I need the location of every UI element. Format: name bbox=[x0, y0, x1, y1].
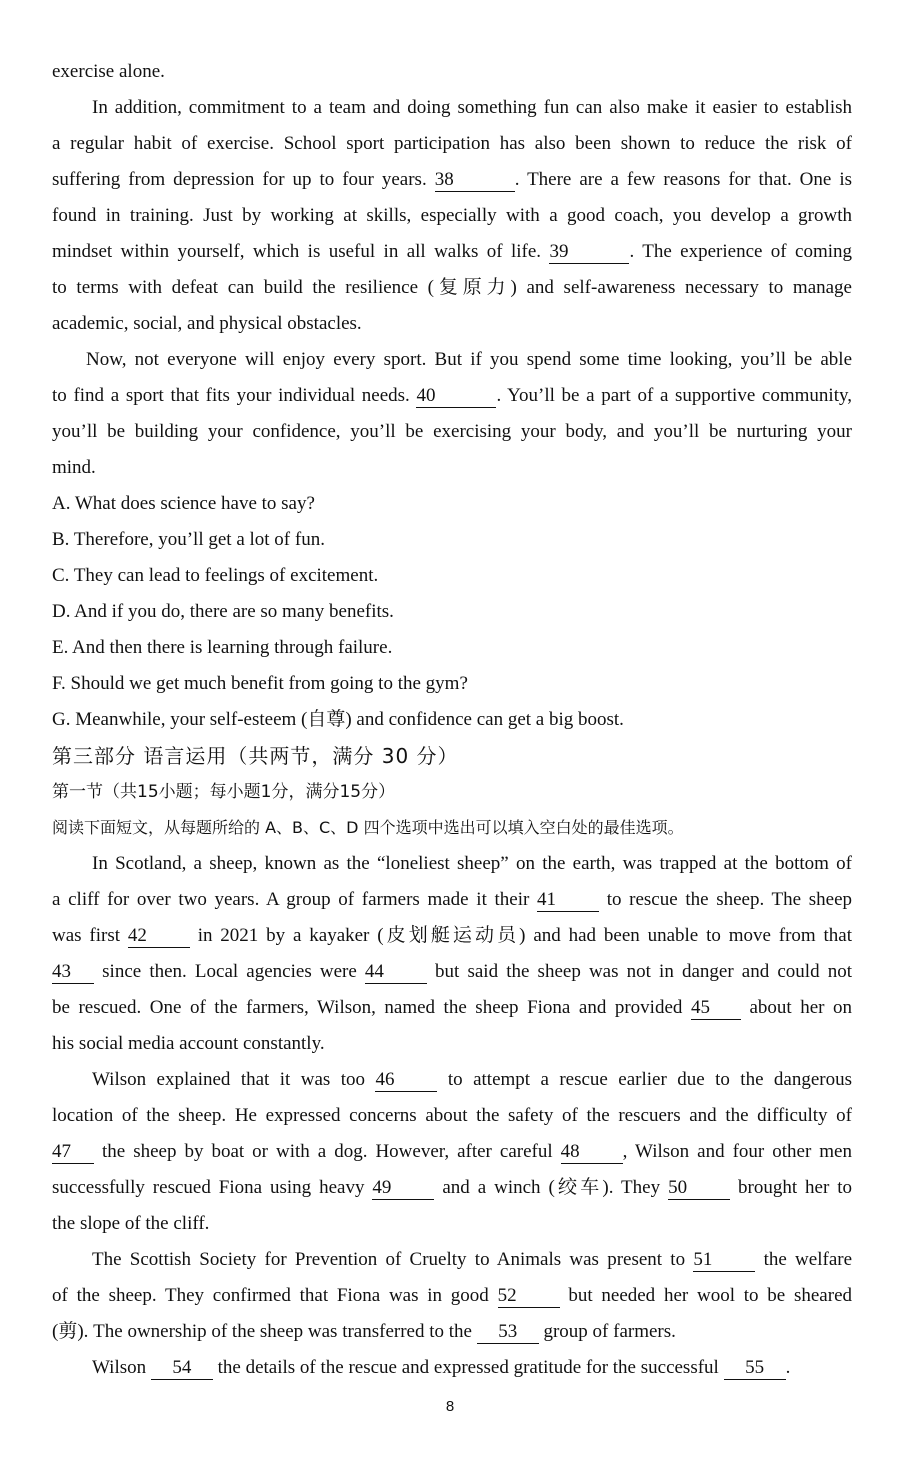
text: Now, not everyone will enjoy every sport. But if you spend some time looking, you’ll be able bbox=[86, 349, 852, 370]
text: In Scotland, a sheep, known as the “loneliest sheep” on the earth, was trapped at the bottom of bbox=[92, 853, 852, 874]
text: about her on bbox=[749, 997, 852, 1018]
answer-blank[interactable]: 41 bbox=[537, 890, 599, 912]
answer-blank[interactable]: 45 bbox=[691, 998, 741, 1020]
passage-line bbox=[52, 90, 852, 126]
text: . bbox=[785, 1357, 791, 1378]
text: location of the sheep. He expressed concerns about the safety of the rescuers and the difficulty of bbox=[52, 1105, 852, 1126]
text: you’ll be building your confidence, you’ll be exercising your body, and you’ll be nurturing your bbox=[52, 421, 852, 442]
text: , Wilson and four other men bbox=[622, 1141, 852, 1162]
text: the details of the rescue and expressed gratitude for the successful bbox=[217, 1357, 719, 1378]
answer-blank[interactable]: 53 bbox=[477, 1322, 539, 1344]
answer-blank[interactable]: 39 bbox=[549, 242, 629, 264]
answer-blank[interactable]: 54 bbox=[151, 1358, 213, 1380]
passage-line bbox=[52, 1242, 852, 1278]
option-a: A. What does science have to say? bbox=[52, 493, 315, 514]
text: mindset within yourself, which is useful in all walks of life. bbox=[52, 241, 542, 262]
answer-blank[interactable]: 43 bbox=[52, 962, 94, 984]
answer-blank[interactable]: 40 bbox=[416, 386, 496, 408]
text: his social media account constantly. bbox=[52, 1033, 325, 1054]
passage-line bbox=[52, 234, 852, 270]
page-number: 8 bbox=[445, 1398, 455, 1415]
passage-line bbox=[52, 414, 852, 450]
answer-blank[interactable]: 51 bbox=[693, 1250, 755, 1272]
text: to terms with defeat can build the resilience (复原力) and self-awareness necessary to manage bbox=[52, 277, 852, 298]
section-heading: 第三部分 语言运用（共两节，满分 30 分） bbox=[52, 744, 459, 768]
answer-blank[interactable]: 46 bbox=[375, 1070, 437, 1092]
text: but said the sheep was not in danger and could not bbox=[435, 961, 852, 982]
answer-blank[interactable]: 48 bbox=[561, 1142, 623, 1164]
text: to attempt a rescue earlier due to the dangerous bbox=[447, 1069, 853, 1090]
passage-line bbox=[52, 378, 852, 414]
text: the sheep by boat or with a dog. However, after careful bbox=[102, 1141, 553, 1162]
passage-line bbox=[52, 1134, 852, 1170]
text: since then. Local agencies were bbox=[102, 961, 357, 982]
text: The Scottish Society for Prevention of Cruelty to Animals was present to bbox=[92, 1249, 686, 1270]
passage-line bbox=[52, 846, 852, 882]
option-c: C. They can lead to feelings of excitement. bbox=[52, 565, 379, 586]
text: (剪). The ownership of the sheep was transferred to the bbox=[52, 1321, 472, 1342]
passage-line bbox=[52, 882, 852, 918]
text: . There are a few reasons for that. One is bbox=[514, 169, 852, 190]
text: was first bbox=[52, 925, 120, 946]
passage-line bbox=[52, 1062, 852, 1098]
exam-page bbox=[52, 54, 852, 1386]
text: . The experience of coming bbox=[629, 241, 853, 262]
section-subheading: 第一节（共15小题；每小题1分，满分15分） bbox=[52, 782, 396, 802]
option-b: B. Therefore, you’ll get a lot of fun. bbox=[52, 529, 325, 550]
passage-line bbox=[52, 270, 852, 306]
answer-blank[interactable]: 49 bbox=[372, 1178, 434, 1200]
text: . You’ll be a part of a supportive community, bbox=[496, 385, 852, 406]
passage-line bbox=[52, 450, 852, 486]
text: Wilson explained that it was too bbox=[92, 1069, 365, 1090]
text: be rescued. One of the farmers, Wilson, named the sheep Fiona and provided bbox=[52, 997, 683, 1018]
passage-line bbox=[52, 1026, 852, 1062]
answer-blank[interactable]: 42 bbox=[128, 926, 190, 948]
passage-line bbox=[52, 990, 852, 1026]
text: In addition, commitment to a team and doing something fun can also make it easier to establish bbox=[92, 97, 852, 118]
text: a regular habit of exercise. School sport participation has also been shown to reduce the risk of bbox=[52, 133, 852, 154]
passage-line bbox=[52, 342, 852, 378]
passage-line bbox=[52, 1170, 852, 1206]
text: of the sheep. They confirmed that Fiona was in good bbox=[52, 1285, 489, 1306]
answer-blank[interactable]: 52 bbox=[498, 1286, 560, 1308]
answer-blank[interactable]: 50 bbox=[668, 1178, 730, 1200]
text: academic, social, and physical obstacles. bbox=[52, 313, 362, 334]
text: group of farmers. bbox=[543, 1321, 676, 1342]
text: and a winch (绞车). They bbox=[442, 1177, 661, 1198]
option-d: D. And if you do, there are so many benefits. bbox=[52, 601, 394, 622]
passage-line bbox=[52, 162, 852, 198]
passage-line bbox=[52, 54, 852, 90]
text: found in training. Just by working at skills, especially with a good coach, you develop a growth bbox=[52, 205, 852, 226]
passage-line bbox=[52, 306, 852, 342]
option-g: G. Meanwhile, your self-esteem (自尊) and confidence can get a big boost. bbox=[52, 709, 624, 730]
text: mind. bbox=[52, 457, 96, 478]
passage-line bbox=[52, 1206, 852, 1242]
text: the welfare bbox=[763, 1249, 853, 1270]
text: successfully rescued Fiona using heavy bbox=[52, 1177, 365, 1198]
answer-blank[interactable]: 44 bbox=[365, 962, 427, 984]
option-e: E. And then there is learning through failure. bbox=[52, 637, 393, 658]
text: suffering from depression for up to four years. bbox=[52, 169, 427, 190]
passage-line bbox=[52, 1278, 852, 1314]
passage-line bbox=[52, 918, 852, 954]
text: Wilson bbox=[92, 1357, 147, 1378]
text: brought her to bbox=[738, 1177, 853, 1198]
text: exercise alone. bbox=[52, 61, 165, 82]
text: a cliff for over two years. A group of farmers made it their bbox=[52, 889, 530, 910]
option-f: F. Should we get much benefit from going to the gym? bbox=[52, 673, 468, 694]
passage-line bbox=[52, 1350, 852, 1386]
text: to find a sport that fits your individual needs. bbox=[52, 385, 410, 406]
answer-blank[interactable]: 47 bbox=[52, 1142, 94, 1164]
text: the slope of the cliff. bbox=[52, 1213, 210, 1234]
section-instruction: 阅读下面短文，从每题所给的 A、B、C、D 四个选项中选出可以填入空白处的最佳选项。 bbox=[52, 818, 684, 837]
passage-line bbox=[52, 1314, 852, 1350]
text: in 2021 by a kayaker (皮划艇运动员) and had been unable to move from that bbox=[197, 925, 853, 946]
passage-line bbox=[52, 126, 852, 162]
passage-line bbox=[52, 954, 852, 990]
answer-blank[interactable]: 38 bbox=[435, 170, 515, 192]
passage-line bbox=[52, 1098, 852, 1134]
passage-line bbox=[52, 198, 852, 234]
text: to rescue the sheep. The sheep bbox=[606, 889, 853, 910]
text: but needed her wool to be sheared bbox=[568, 1285, 853, 1306]
answer-blank[interactable]: 55 bbox=[724, 1358, 786, 1380]
